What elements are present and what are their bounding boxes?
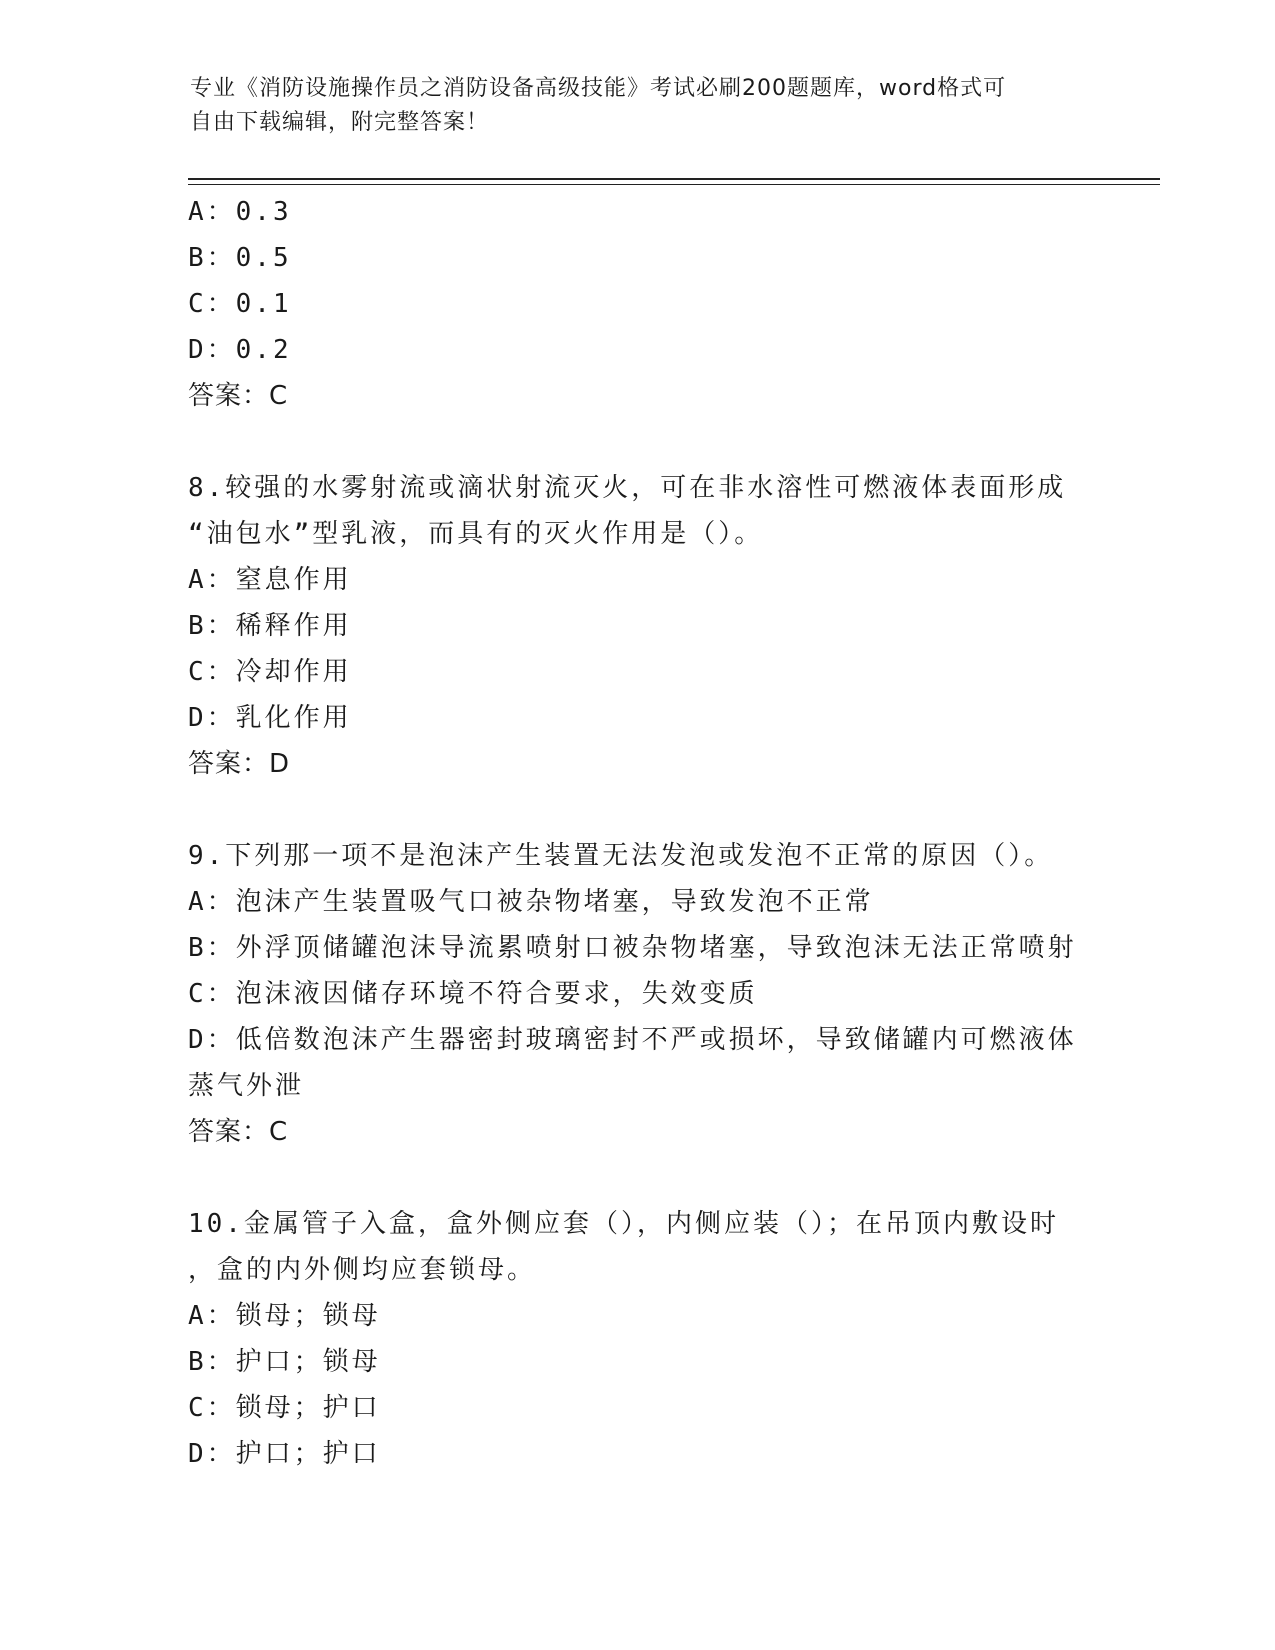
option-c: C：0.1 <box>188 289 292 319</box>
option-b: B：稀释作用 <box>188 611 352 641</box>
question-list <box>188 189 1088 1477</box>
question-10 <box>188 1201 1088 1477</box>
question-stem: 8.较强的水雾射流或滴状射流灭火，可在非水溶性可燃液体表面形成 <box>188 473 1067 503</box>
option-d: D：低倍数泡沫产生器密封玻璃密封不严或损坏，导致储罐内可燃液体 <box>188 1025 1077 1055</box>
option-c: C：泡沫液因储存环境不符合要求，失效变质 <box>188 979 758 1009</box>
spacer <box>188 419 1088 465</box>
answer-line: 答案：D <box>188 749 291 779</box>
option-d: D：乳化作用 <box>188 703 352 733</box>
option-d: D：护口；护口 <box>188 1439 381 1469</box>
option-a: A：锁母；锁母 <box>188 1301 381 1331</box>
option-b: B：0.5 <box>188 243 292 273</box>
question-stem: 10.金属管子入盒，盒外侧应套（），内侧应装（）；在吊顶内敷设时 <box>188 1209 1059 1239</box>
question-7-tail <box>188 189 1088 419</box>
spacer <box>188 1155 1088 1201</box>
document-header <box>190 72 1090 140</box>
option-a: A：0.3 <box>188 197 292 227</box>
answer-line: 答案：C <box>188 1117 289 1147</box>
header-rule-thin <box>188 184 1160 185</box>
option-c: C：冷却作用 <box>188 657 352 687</box>
header-line-1: 专业《消防设施操作员之消防设备高级技能》考试必刷200题题库，word格式可 <box>190 76 1007 101</box>
option-d-cont: 蒸气外泄 <box>188 1071 305 1101</box>
question-stem: 9.下列那一项不是泡沫产生装置无法发泡或发泡不正常的原因（）。 <box>188 841 1054 871</box>
header-line-2: 自由下载编辑，附完整答案！ <box>190 110 490 135</box>
option-b: B：外浮顶储罐泡沫导流累喷射口被杂物堵塞，导致泡沫无法正常喷射 <box>188 933 1077 963</box>
question-9 <box>188 833 1088 1155</box>
option-d: D：0.2 <box>188 335 292 365</box>
header-rule-thick <box>188 178 1160 180</box>
question-stem-cont: ，盒的内外侧均应套锁母。 <box>188 1255 537 1285</box>
answer-line: 答案：C <box>188 381 289 411</box>
spacer <box>188 787 1088 833</box>
question-stem-cont: “油包水”型乳液，而具有的灭火作用是（）。 <box>188 519 764 549</box>
option-c: C：锁母；护口 <box>188 1393 381 1423</box>
option-b: B：护口；锁母 <box>188 1347 381 1377</box>
option-a: A：窒息作用 <box>188 565 352 595</box>
option-a: A：泡沫产生装置吸气口被杂物堵塞，导致发泡不正常 <box>188 887 874 917</box>
question-8 <box>188 465 1088 787</box>
